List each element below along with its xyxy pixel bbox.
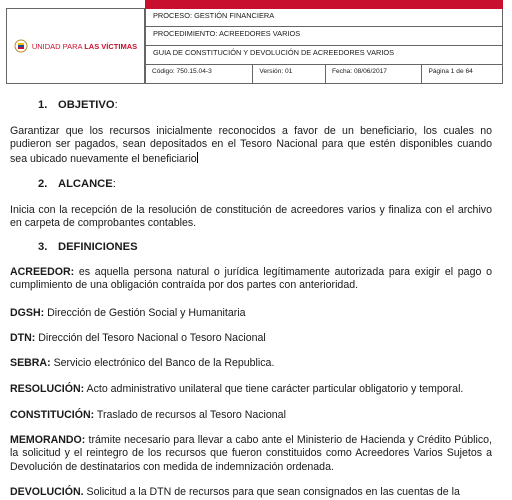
definition-term: DEVOLUCIÓN.	[10, 486, 84, 498]
logo-text: UNIDAD PARA LAS VÍCTIMAS	[31, 41, 138, 51]
codigo-cell: Código: 750.15.04-3	[146, 65, 253, 83]
section-heading-objetivo: 1. OBJETIVO:	[38, 99, 118, 111]
definition-text: Dirección del Tesoro Nacional o Tesoro Nacional	[35, 332, 266, 344]
definition-item	[10, 409, 492, 422]
definition-term: DGSH:	[10, 307, 45, 319]
definition-item	[10, 434, 492, 474]
document-meta-row	[145, 65, 503, 84]
section-heading-alcance: 2. ALCANCE:	[38, 178, 116, 190]
logo-cell	[6, 8, 145, 84]
definition-text: Solicitud a la DTN de recursos para que sean consignados en las cuentas de la	[83, 486, 460, 498]
definition-text: Traslado de recursos al Tesoro Nacional	[94, 409, 286, 421]
document-header	[6, 0, 503, 84]
proceso-cell: PROCESO: GESTIÓN FINANCIERA	[145, 9, 503, 27]
version-cell: Versión: 01	[253, 65, 326, 83]
definition-term: MEMORANDO:	[10, 434, 86, 446]
fecha-cell: Fecha: 08/06/2017	[326, 65, 422, 83]
definition-term: ACREEDOR:	[10, 266, 75, 278]
header-accent-bar	[145, 0, 503, 9]
objetivo-text: Garantizar que los recursos inicialmente reconocidos a favor de un beneficiario, los cuales no pudieron ser pagados, sean depositados en el Tesoro Nacional para que estén disponibles cuando sea ubicado nuevamente el beneficiario	[10, 125, 492, 165]
definition-item	[10, 307, 492, 320]
text-cursor	[197, 152, 198, 163]
definition-item	[10, 332, 492, 345]
definition-item	[10, 357, 492, 370]
alcance-paragraph: Inicia con la recepción de la resolución de constitución de acreedores varios y finaliza con el archivo en carpeta de comprobantes contables.	[10, 204, 492, 230]
definition-text: Servicio electrónico del Banco de la Republica.	[50, 357, 275, 369]
definition-term: DTN:	[10, 332, 36, 344]
definition-term: CONSTITUCIÓN:	[10, 409, 95, 421]
definition-term: RESOLUCIÓN:	[10, 383, 85, 395]
definition-item	[10, 266, 492, 293]
definition-term: SEBRA:	[10, 357, 51, 369]
definition-text: es aquella persona natural o jurídica legítimamente autorizada para exigir el pago o cumplimiento de una obligación contraída por dos partes con anterioridad.	[10, 266, 492, 292]
definition-item	[10, 486, 492, 499]
definition-text: trámite necesario para llevar a cabo ante el Ministerio de Hacienda y Crédito Público, la solicitud y el reintegro de los recursos que fueron constituidos como Acreedores Varios Sujetos a Devolución de destinatarios con medida de indemnización ordenada.	[10, 434, 492, 473]
guia-cell: GUIA DE CONSTITUCIÓN Y DEVOLUCIÓN DE ACREEDORES VARIOS	[145, 46, 503, 65]
definition-text: Dirección de Gestión Social y Humanitaria	[44, 307, 246, 319]
procedimiento-cell: PROCEDIMIENTO: ACREEDORES VARIOS	[145, 27, 503, 46]
colombia-crest-icon	[14, 39, 28, 53]
pagina-cell: Página 1 de 64	[428, 68, 473, 75]
objetivo-paragraph[interactable]	[10, 125, 492, 166]
definition-item	[10, 383, 492, 396]
definition-text: Acto administrativo unilateral que tiene carácter particular obligatorio y temporal.	[84, 383, 464, 395]
section-heading-definiciones: 3. DEFINICIONES	[38, 241, 138, 253]
